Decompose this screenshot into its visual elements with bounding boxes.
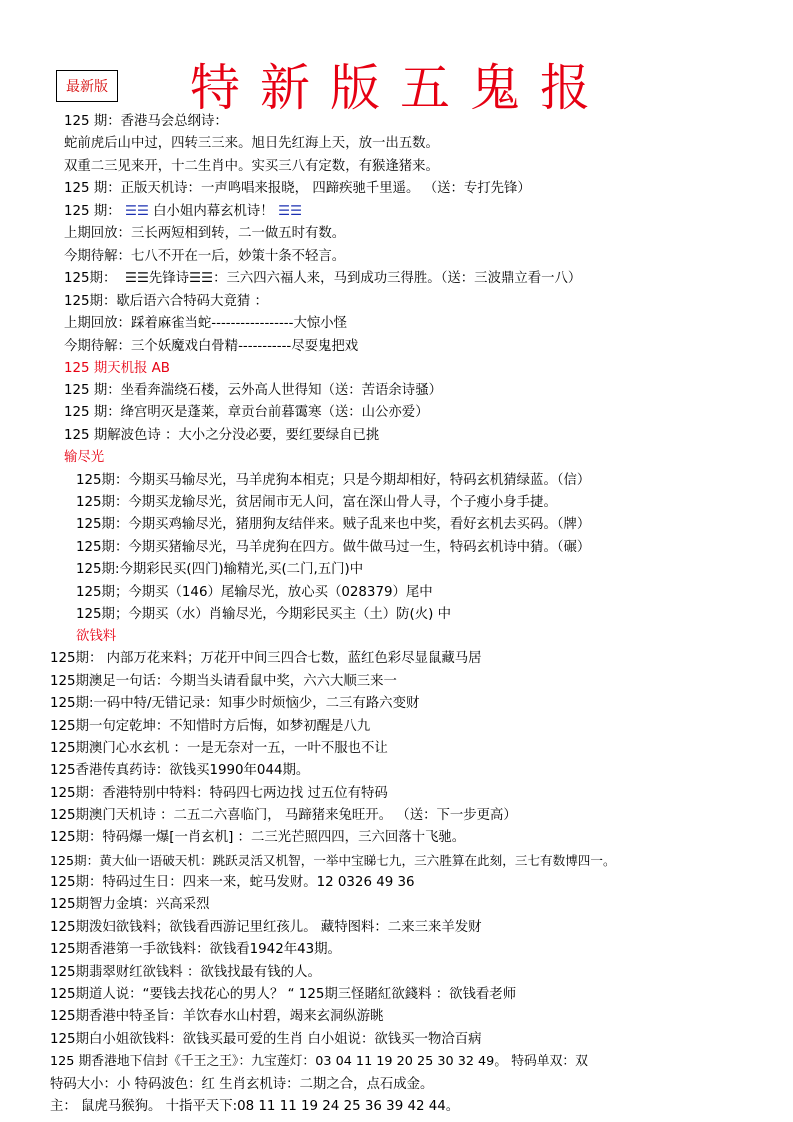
text-line: 125期：歇后语六合特码大竟猜 ： bbox=[64, 294, 268, 309]
text-line: 125期:一码中特/无错记录：知事少时烦恼少，二三有路六变财 bbox=[50, 696, 420, 711]
triple-bar-icon: ☰☰ bbox=[189, 271, 214, 286]
text-line: 125期智力金填：兴高采烈 bbox=[50, 897, 210, 912]
text-line: 125香港传真药诗：欲钱买1990年044期。 bbox=[50, 763, 310, 778]
text-line: 125期：今期买鸡输尽光，猪朋狗友结伴来。贼子乱来也中奖，看好玄机去买码。（牌） bbox=[76, 517, 591, 532]
text-segment: ：三六四六福人来，马到成功三得胜。（送：三波鼎立看一八） bbox=[213, 271, 582, 286]
text-line: 125 期：绛宫明灭是蓬莱，章贡台前暮霭寒（送：山公亦爱） bbox=[64, 405, 429, 420]
text-line: 125期澳足一句话：今期当头请看鼠中奖，六六大顺三来一 bbox=[50, 674, 397, 689]
text-line: 125期一句定乾坤：不知惜时方后悔，如梦初醒是八九 bbox=[50, 719, 371, 734]
text-line: 125期澳门天机诗 ：二五二六喜临门， 马蹄猪来兔旺开。 （送：下一步更高） bbox=[50, 808, 517, 823]
text-line: 主： 鼠虎马猴狗。 十指平天下:08 11 11 19 24 25 36 39 42 44。 bbox=[50, 1099, 460, 1114]
text-line: 双重二三见来开，十二生肖中。实买三八有定数，有猴逢猪来。 bbox=[64, 159, 439, 174]
text-line: 125期：黄大仙一语破天机：跳跃灵活又机智，一举中宝睇七九，三六胜算在此刻，三七有数博四一。 bbox=[50, 853, 616, 868]
version-badge: 最新版 bbox=[56, 70, 118, 102]
text-line: 125期道人说：“要钱去找花心的男人？ “ 125期三怪賭紅欲錢料 ：欲钱看老师 bbox=[50, 987, 517, 1002]
text-segment: 白小姐内幕玄机诗！ bbox=[153, 204, 274, 219]
text-segment: 125 期： bbox=[64, 204, 121, 219]
text-line: 125 期解波色诗 ：大小之分没必要，要红要绿自已挑 bbox=[64, 428, 380, 443]
page-title: 特新版五鬼报 bbox=[190, 59, 610, 117]
text-line: 上期回放：三长两短相到转，二一做五时有数。 bbox=[64, 226, 346, 241]
text-line: 125 期香港地下信封《千王之王》：九宝莲灯：03 04 11 19 20 25 30 32 49。 特码单双：双 bbox=[50, 1054, 588, 1069]
triple-bar-icon: ☰☰ bbox=[124, 204, 149, 219]
text-line: 125 期：坐看奔湍绕石楼，云外高人世得知（送：苦语余诗骚） bbox=[64, 383, 442, 398]
section-heading: 输尽光 bbox=[64, 450, 105, 465]
section-heading: 125 期天机报 AB bbox=[64, 361, 170, 376]
text-line: 125期：今期买龙输尽光，贫居闹市无人问，富在深山骨人寻，个子瘦小身手捷。 bbox=[76, 495, 557, 510]
text-line: 125期澳门心水玄机 ：一是无奈对一五，一叶不服也不让 bbox=[50, 741, 388, 756]
text-line: 125期香港中特圣旨：羊饮春水山村碧，竭来玄洞纵游眺 bbox=[50, 1009, 384, 1024]
text-line: 125 期：香港马会总纲诗： bbox=[64, 114, 228, 129]
text-line: 125期：特码过生日：四来一来，蛇马发财。12 0326 49 36 bbox=[50, 875, 415, 890]
text-line: 125期：今期买马输尽光，马羊虎狗本相克；只是今期却相好，特码玄机猜绿蓝。（信） bbox=[76, 473, 591, 488]
text-segment: 125期： bbox=[64, 271, 117, 286]
text-line: 特码大小：小 特码波色：红 生肖玄机诗：二期之合，点石成金。 bbox=[50, 1077, 434, 1092]
text-line: 上期回放：踩着麻雀当蛇-----------------大惊小怪 bbox=[64, 316, 348, 331]
text-line: 125期香港第一手欲钱料：欲钱看1942年43期。 bbox=[50, 942, 341, 957]
text-line: 125 期：正版天机诗：一声鸣唱来报晓， 四蹄疾驰千里遥。 （送：专打先锋） bbox=[64, 181, 531, 196]
text-line: 蛇前虎后山中过，四转三三来。旭日先红海上天，放一出五数。 bbox=[64, 136, 439, 151]
text-line: 今期待解：七八不开在一后，妙策十条不轻言。 bbox=[64, 249, 346, 264]
text-line bbox=[64, 269, 581, 288]
text-line: 125期：香港特别中特料：特码四七两边找 过五位有特码 bbox=[50, 786, 388, 801]
triple-bar-icon: ☰☰ bbox=[120, 271, 149, 286]
text-line: 125期翡翠财红欲钱料 ：欲钱找最有钱的人。 bbox=[50, 965, 321, 980]
text-line: 125期泼妇欲钱料；欲钱看西游记里红孩儿。 藏特图料：二来三来羊发财 bbox=[50, 920, 482, 935]
text-line: 125期；今期买（146）尾输尽光，放心买（028379）尾中 bbox=[76, 585, 433, 600]
triple-bar-icon: ☰☰ bbox=[277, 204, 302, 219]
text-line: 125期： 内部万花来料；万花开中间三四合七数，蓝红色彩尽显鼠藏马居 bbox=[50, 651, 482, 666]
section-heading: 欲钱料 bbox=[76, 629, 117, 644]
text-line: 今期待解：三个妖魔戏白骨精-----------尽耍鬼把戏 bbox=[64, 339, 359, 354]
text-line: 125期：今期买猪输尽光，马羊虎狗在四方。做牛做马过一生，特码玄机诗中猜。（碾） bbox=[76, 540, 591, 555]
text-line: 125期；今期买（水）肖输尽光，今期彩民买主（土）防(火) 中 bbox=[76, 607, 452, 622]
text-segment: 先锋诗 bbox=[148, 271, 190, 286]
text-line: 125期:今期彩民买(四门)输精光,买(二门,五门)中 bbox=[76, 562, 364, 577]
text-line: 125期白小姐欲钱料：欲钱买最可爱的生肖 白小姐说：欲钱买一物洽百病 bbox=[50, 1032, 482, 1047]
text-line bbox=[64, 202, 302, 221]
text-line: 125期：特码爆一爆[一肖玄机] ：二三光芒照四四，三六回落十飞驰。 bbox=[50, 830, 466, 845]
